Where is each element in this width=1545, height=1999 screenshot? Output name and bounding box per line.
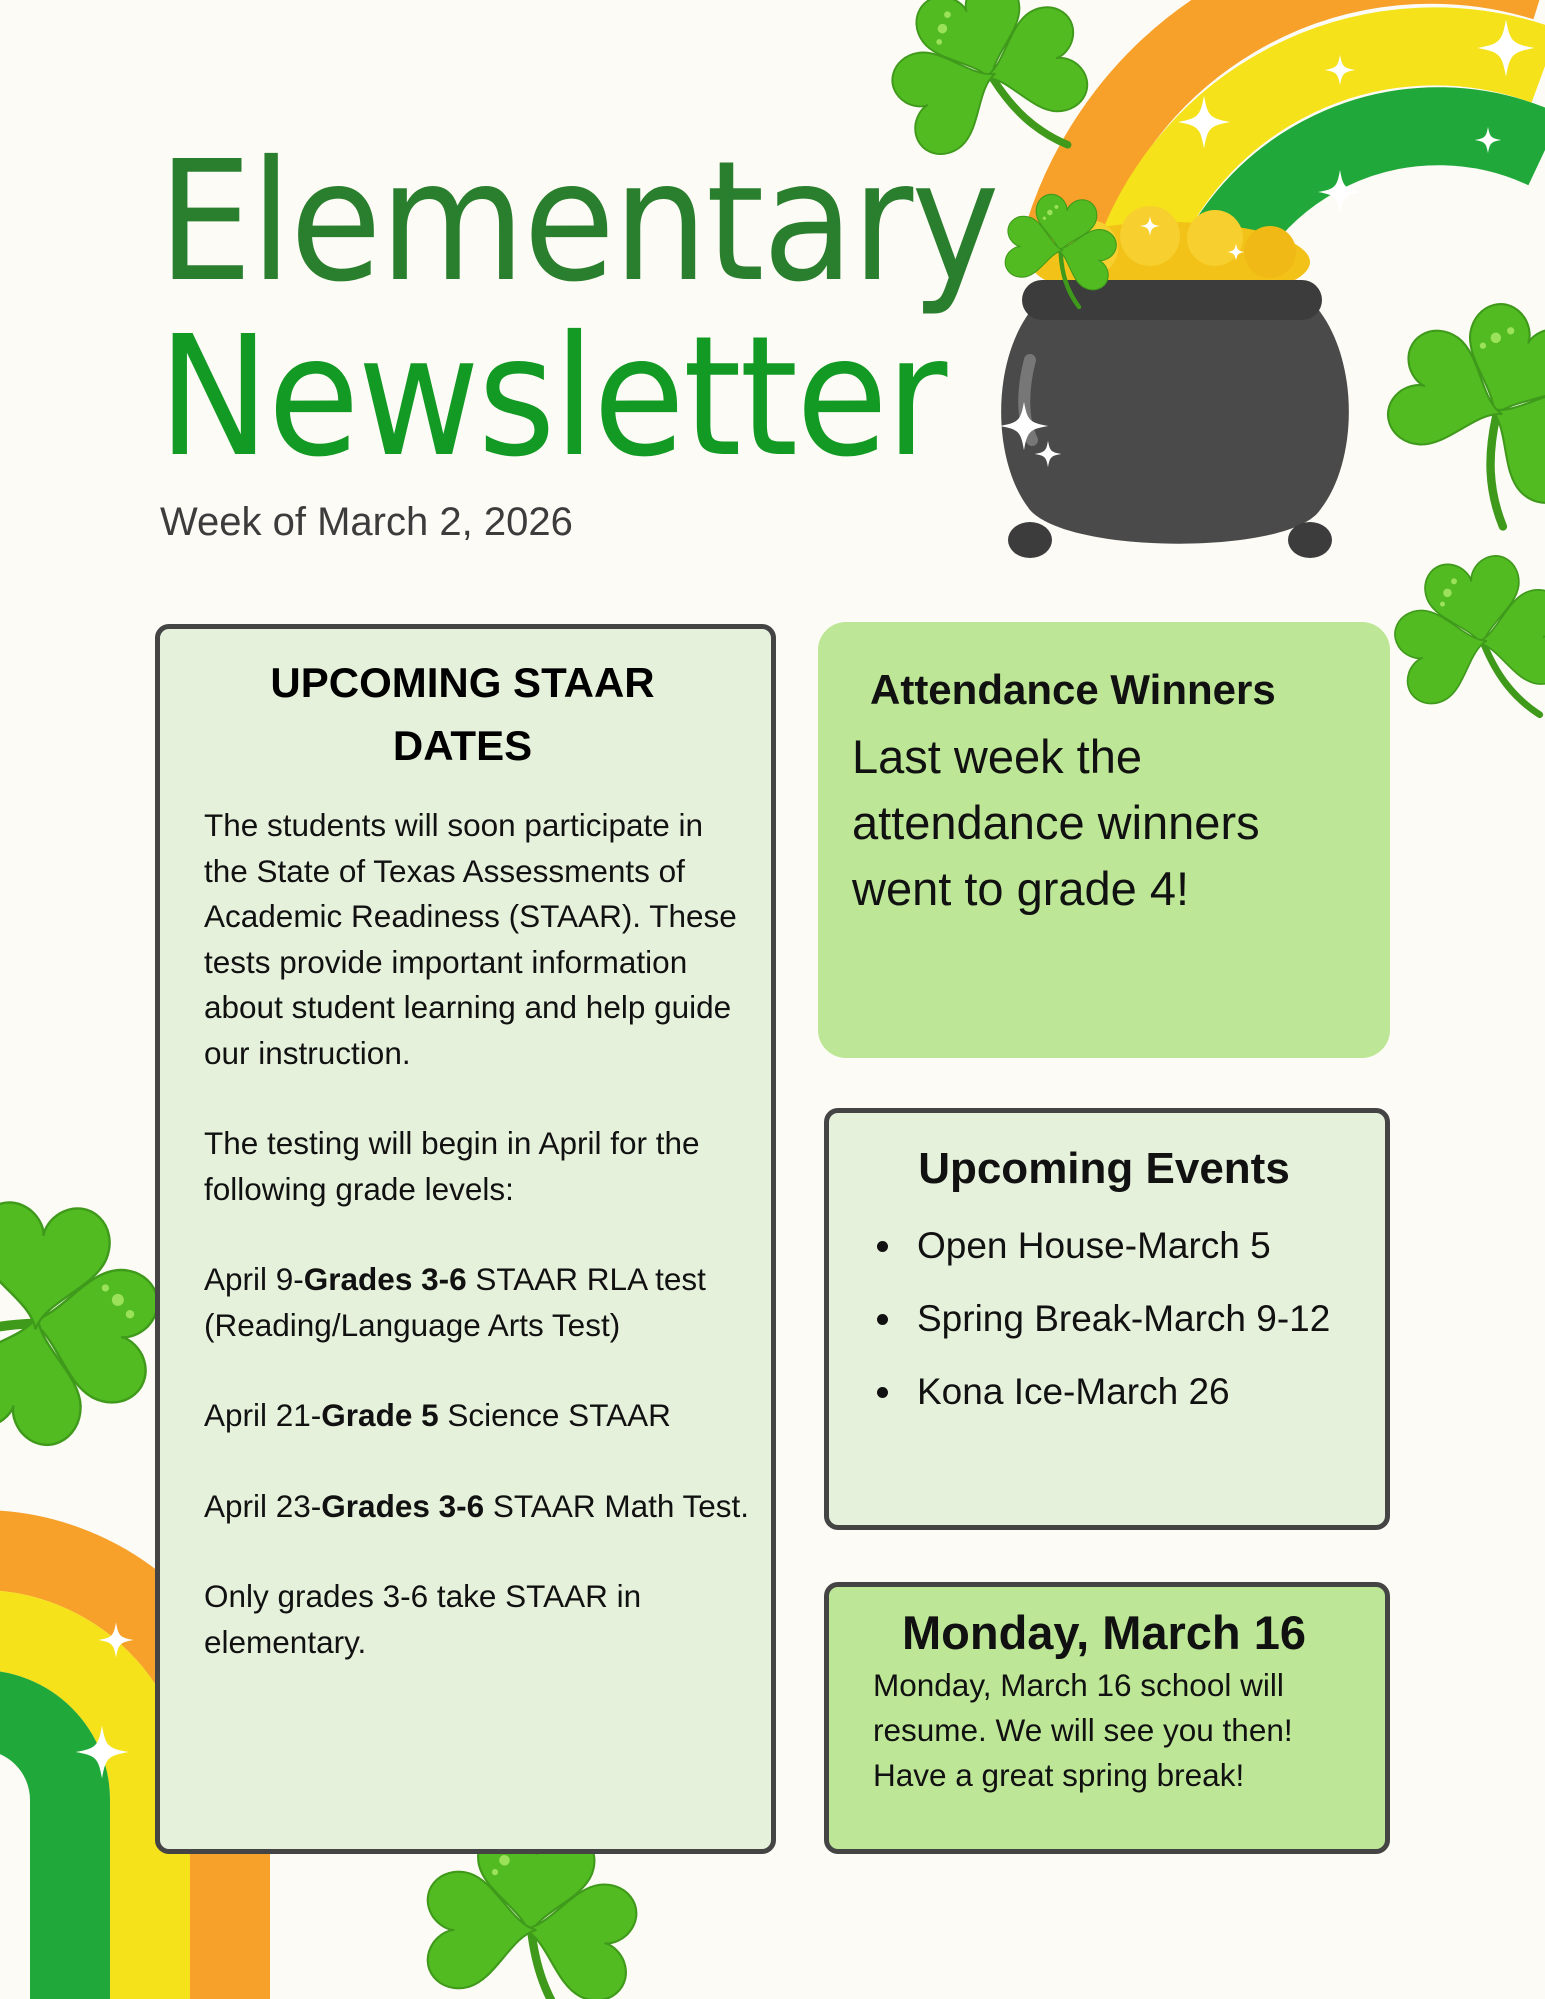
list-item: Open House-March 5 [873, 1209, 1365, 1282]
events-heading: Upcoming Events [918, 1144, 1290, 1193]
monday-heading: Monday, March 16 [902, 1606, 1306, 1659]
staar-note: Only grades 3-6 take STAAR in elementary. [204, 1578, 642, 1660]
attendance-winners-panel [818, 622, 1390, 1058]
staar-date-item: April 23-Grades 3-6 STAAR Math Test. [204, 1487, 750, 1524]
staar-testing-begins: The testing will begin in April for the following grade levels: [204, 1125, 700, 1207]
staar-date-item: April 21-Grade 5 Science STAAR [204, 1397, 671, 1433]
monday-body: Monday, March 16 school will resume. We will see you then! Have a great spring break! [873, 1667, 1293, 1793]
school-resumes-panel [824, 1582, 1390, 1854]
list-item: Kona Ice-March 26 [873, 1355, 1365, 1428]
attendance-body: Last week the attendance winners went to grade 4! [852, 730, 1260, 915]
staar-intro: The students will soon participate in the State of Texas Assessments of Academic Readiness (STAAR). These tests provide important information about student learning and help guide our instruction. [204, 807, 737, 1071]
list-item: Spring Break-March 9-12 [873, 1282, 1365, 1355]
staar-dates-panel [155, 624, 776, 1854]
page-title-line-2: Newsletter [158, 301, 946, 494]
page-title-line-1: Elementary [158, 126, 998, 319]
page-subtitle: Week of March 2, 2026 [160, 500, 573, 544]
upcoming-events-panel [824, 1108, 1390, 1530]
pot-of-gold-icon [1000, 206, 1349, 558]
staar-heading: UPCOMING STAAR DATES [270, 659, 655, 769]
attendance-heading: Attendance Winners [870, 666, 1276, 713]
staar-date-item: April 9-Grades 3-6 STAAR RLA test (Reading/Language Arts Test) [204, 1261, 706, 1343]
events-list [873, 1209, 1365, 1428]
